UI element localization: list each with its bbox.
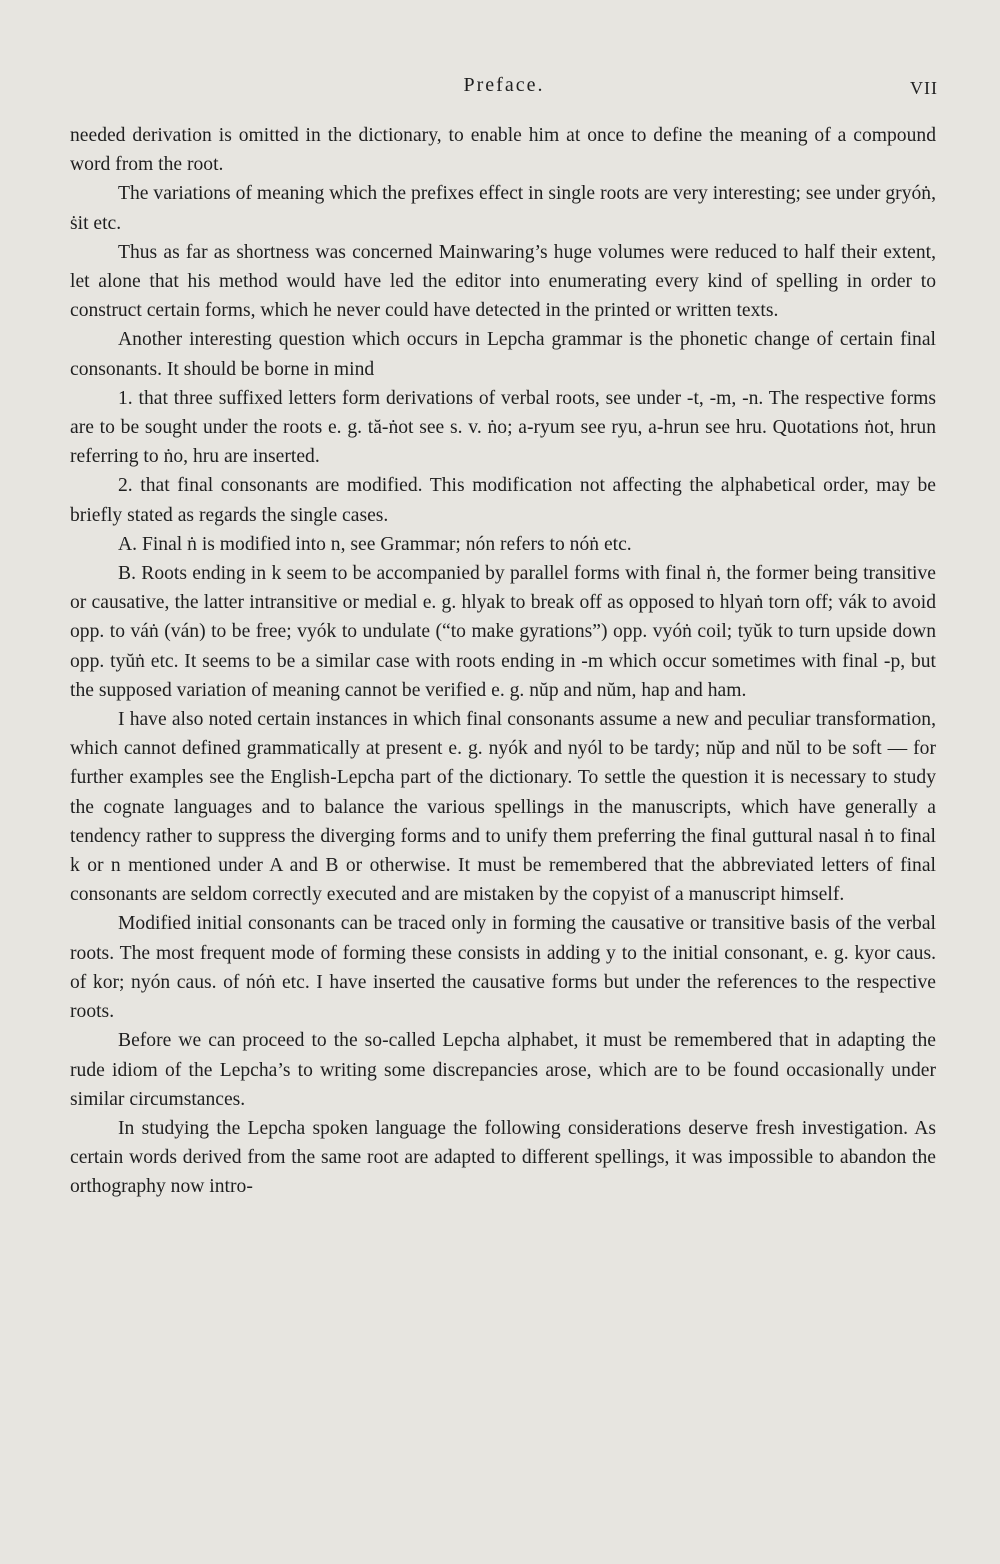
paragraph: 2. that final consonants are modified. This modification not affecting the alphabetical order, may be briefly stated as regards the single cases.: [70, 475, 936, 526]
page-number: VII: [910, 78, 938, 98]
paragraph: I have also noted certain instances in which final consonants assume a new and peculiar transformation, which cannot defined grammatically at present e. g. nyók and nyól to be tardy; nŭp and nŭl to be soft — for further examples see the English-Lepcha part of the dictionary. To settle the question it is necessary to study the cognate languages and to balance the various spellings in the manuscripts, which have generally a tendency rather to suppress the diverging forms and to unify them preferring the final guttural nasal ṅ to final k or n mentioned under A and B or otherwise. It must be remembered that the abbreviated letters of final consonants are seldom correctly executed and are mistaken by the copyist of a manuscript himself.: [70, 709, 936, 906]
body-text: [70, 121, 936, 1202]
paragraph: Before we can proceed to the so-called Lepcha alphabet, it must be remembered that in adapting the rude idiom of the Lepcha’s to writing some discrepancies arose, which are to be found occasionally under similar circumstances.: [70, 1030, 936, 1110]
paragraph: Modified initial consonants can be traced only in forming the causative or transitive basis of the verbal roots. The most frequent mode of forming these consists in adding y to the initial consonant, e. g. kyor caus. of kor; nyón caus. of nóṅ etc. I have inserted the causative forms but under the references to the respective roots.: [70, 913, 936, 1023]
paragraph: A. Final ṅ is modified into n, see Grammar; nón refers to nóṅ etc.: [118, 533, 632, 555]
paragraph: In studying the Lepcha spoken language the following considerations deserve fresh investigation. As certain words derived from the same root are adapted to different spellings, it was impossible to abandon the orthography now intro-: [70, 1117, 936, 1198]
page-header: [70, 74, 938, 108]
paragraph: Thus as far as shortness was concerned Mainwaring’s huge volumes were reduced to half their extent, let alone that his method would have led the editor into enumerating every kind of spelling in order to construct certain forms, which he never could have detected in the printed or written texts.: [70, 241, 936, 322]
running-title: Preface.: [463, 74, 545, 96]
paragraph: B. Roots ending in k seem to be accompanied by parallel forms with final ṅ, the former being transitive or causative, the latter intransitive or medial e. g. hlyak to break off as opposed to hlyaṅ torn off; vák to avoid opp. to váṅ (ván) to be free; vyók to undulate (“to make gyrations”) opp. vyóṅ coil; tyŭk to turn upside down opp. tyŭṅ etc. It seems to be a similar case with roots ending in -m which occur sometimes with final -p, but the supposed variation of meaning cannot be verified e. g. nŭp and nŭm, hap and ham.: [70, 563, 936, 701]
paragraph: 1. that three suffixed letters form derivations of verbal roots, see under -t, -m, -n. The respective forms are to be sought under the roots e. g. tă-ṅot see s. v. ṅo; a-ryum see ryu, a-hrun see hru. Quotations ṅot, hrun referring to ṅo, hru are inserted.: [70, 387, 936, 468]
paragraph: needed derivation is omitted in the dictionary, to enable him at once to define the meaning of a compound word from the root.: [70, 125, 936, 176]
paragraph: The variations of meaning which the prefixes effect in single roots are very interesting; see under gryóṅ, ṡit etc.: [70, 183, 936, 234]
paragraph: Another interesting question which occurs in Lepcha grammar is the phonetic change of certain final consonants. It should be borne in mind: [70, 329, 936, 380]
